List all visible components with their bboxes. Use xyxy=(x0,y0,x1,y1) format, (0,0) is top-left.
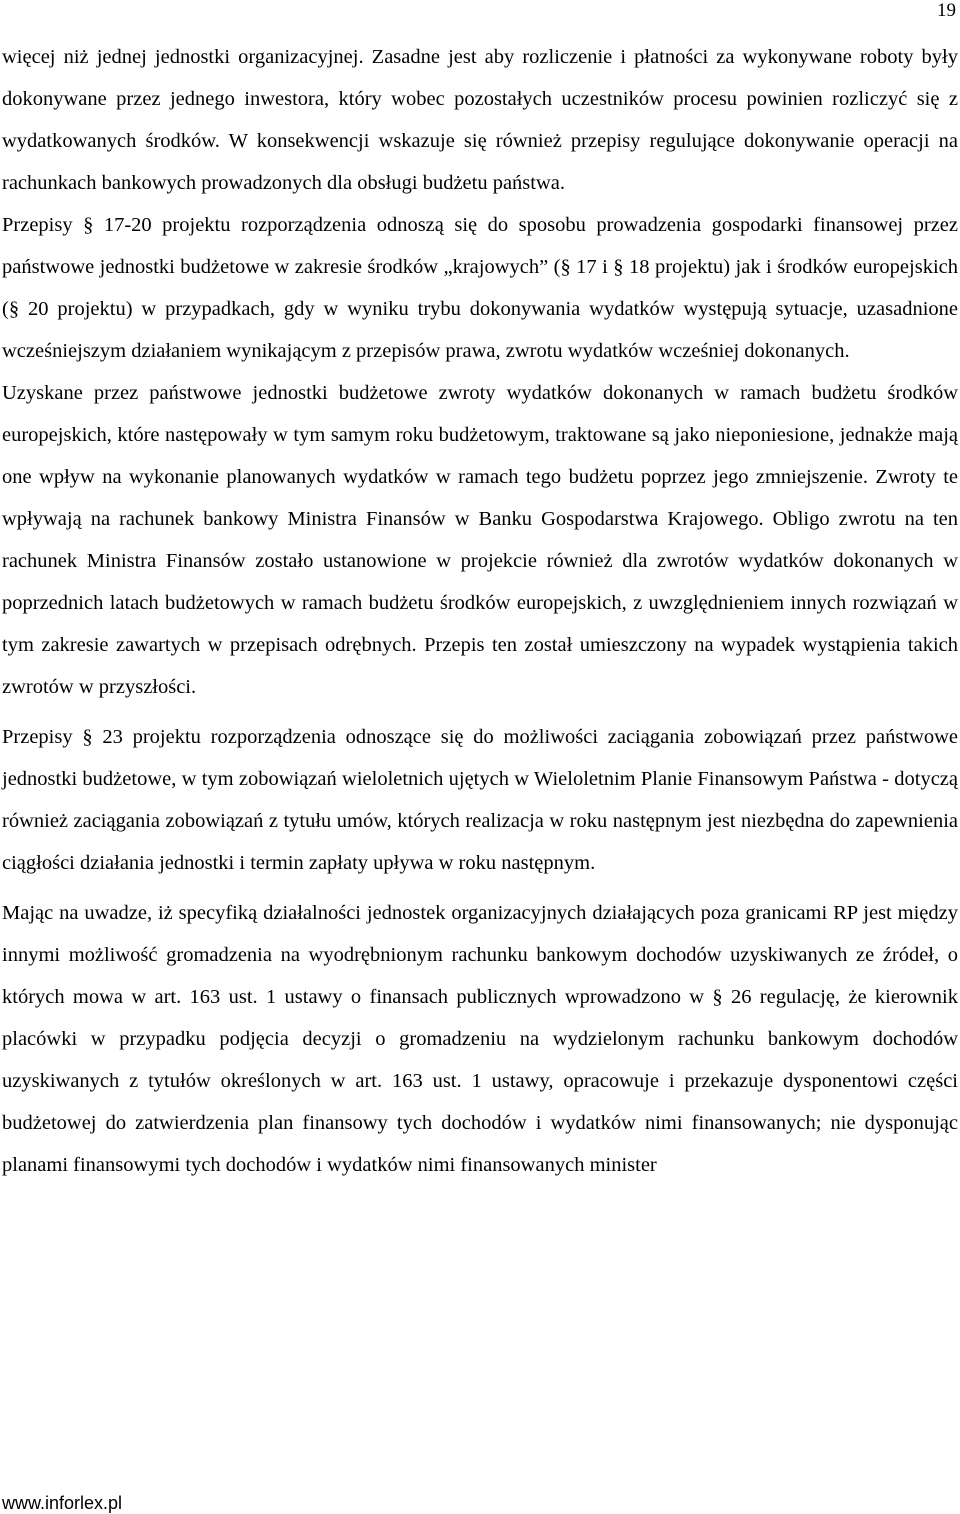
paragraph-continuation: więcej niż jednej jednostki organizacyjnej. Zasadne jest aby rozliczenie i płatności za wykonywane roboty były dokonywane przez jednego inwestora, który wobec pozostałych uczestników procesu powinien rozliczyć się z wydatkowanych środków. W konsekwencji wskazuje się również przepisy regulujące dokonywanie operacji na rachunkach bankowych prowadzonych dla obsługi budżetu państwa. xyxy=(2,46,958,194)
footer-website: www.inforlex.pl xyxy=(2,1493,123,1513)
paragraph-zwroty-wydatkow: Uzyskane przez państwowe jednostki budżetowe zwroty wydatków dokonanych w ramach budżetu środków europejskich, które następowały w tym samym roku budżetowym, traktowane są jako nieponiesione, jednakże mają one wpływ na wykonanie planowanych wydatków w ramach tego budżetu poprzez jego zmniejszenie. Zwroty te wpływają na rachunek bankowy Ministra Finansów w Banku Gospodarstwa Krajowego. Obligo zwrotu na ten rachunek Ministra Finansów zostało ustanowione w projekcie również dla zwrotów wydatków dokonanych w poprzednich latach budżetowych w ramach budżetu środków europejskich, z uwzględnieniem innych rozwiązań w tym zakresie zawartych w przepisach odrębnych. Przepis ten został umieszczony na wypadek wystąpienia takich zwrotów w przyszłości. xyxy=(2,382,958,698)
document-body xyxy=(2,36,958,1186)
paragraph-przepisy-23: Przepisy § 23 projektu rozporządzenia odnoszące się do możliwości zaciągania zobowiązań przez państwowe jednostki budżetowe, w tym zobowiązań wieloletnich ujętych w Wieloletnim Planie Finansowym Państwa - dotyczą również zaciągania zobowiązań z tytułu umów, których realizacja w roku następnym jest niezbędna do zapewnienia ciągłości działania jednostki i termin zapłaty upływa w roku następnym. xyxy=(2,726,958,874)
paragraph-przepisy-17-20: Przepisy § 17-20 projektu rozporządzenia odnoszą się do sposobu prowadzenia gospodarki finansowej przez państwowe jednostki budżetowe w zakresie środków „krajowych” (§ 17 i § 18 projektu) jak i środków europejskich (§ 20 projektu) w przypadkach, gdy w wyniku trybu dokonywania wydatków występują sytuacje, uzasadnione wcześniejszym działaniem wynikającym z przepisów prawa, zwrotu wydatków wcześniej dokonanych. xyxy=(2,214,958,362)
page-number: 19 xyxy=(937,0,956,21)
paragraph-jednostki-poza-granicami: Mając na uwadze, iż specyfiką działalności jednostek organizacyjnych działających poza granicami RP jest między innymi możliwość gromadzenia na wyodrębnionym rachunku bankowym dochodów uzyskiwanych ze źródeł, o których mowa w art. 163 ust. 1 ustawy o finansach publicznych wprowadzono w § 26 regulację, że kierownik placówki w przypadku podjęcia decyzji o gromadzeniu na wydzielonym rachunku bankowym dochodów uzyskiwanych z tytułów określonych w art. 163 ust. 1 ustawy, opracowuje i przekazuje dysponentowi części budżetowej do zatwierdzenia plan finansowy tych dochodów i wydatków nimi finansowanych; nie dysponując planami finansowymi tych dochodów i wydatków nimi finansowanych minister xyxy=(2,902,958,1176)
